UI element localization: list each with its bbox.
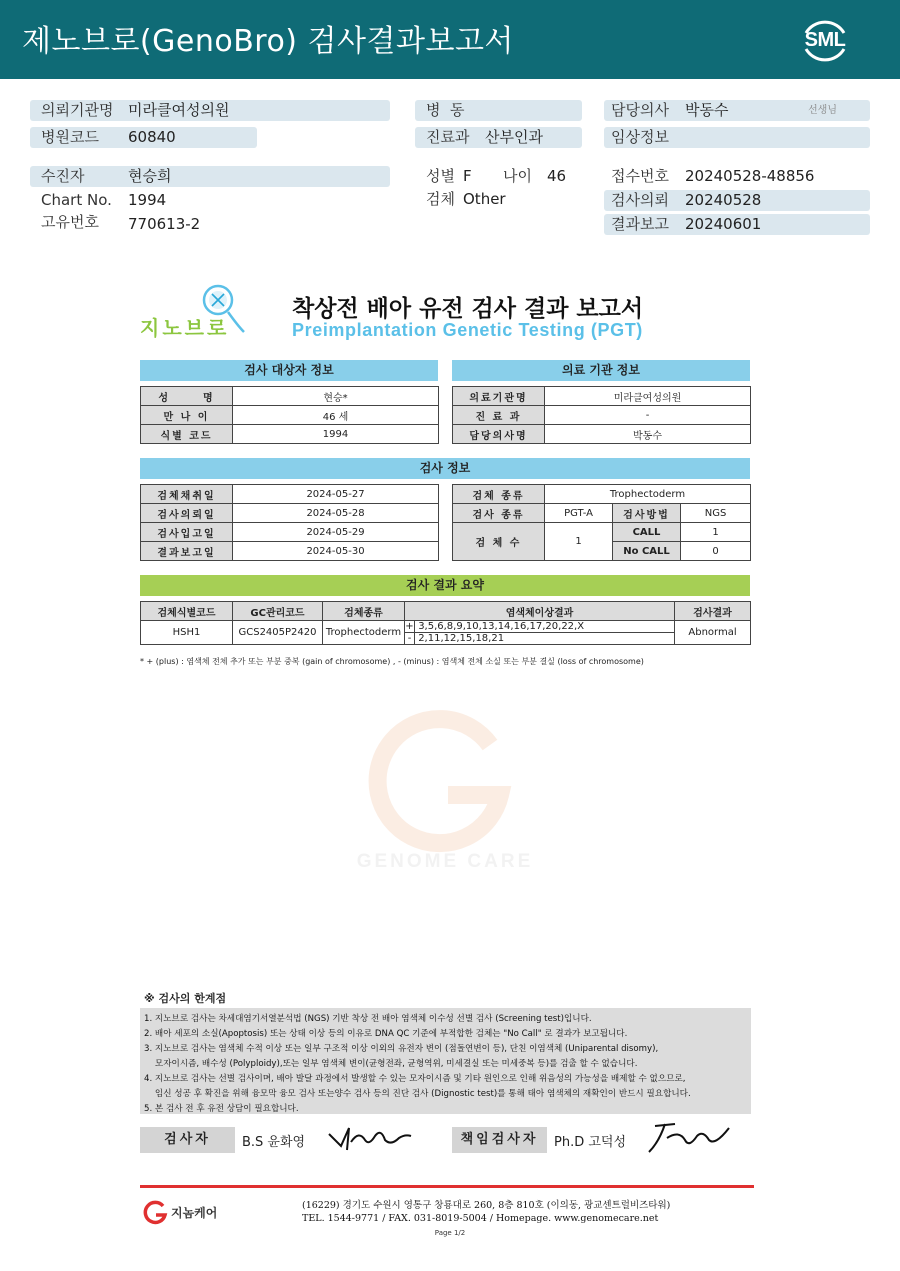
test-spec-table [452, 484, 751, 561]
table-row [141, 542, 439, 561]
doctor-label: 담당의사 [611, 101, 669, 119]
tester-name: B.S 윤화영 [242, 1135, 306, 1150]
footer-address-line: (16229) 경기도 수원시 영통구 창룡대로 260, 8층 810호 (이의동, 광교센트럴비즈타워) [302, 1200, 671, 1211]
report-date-value: 2024-05-30 [233, 542, 439, 561]
specimen-value: Other [463, 190, 506, 208]
responsible-name: Ph.D 고덕성 [554, 1135, 627, 1150]
doctor-suffix: 선생님 [808, 105, 837, 116]
footer-contact-line: TEL. 1544-9771 / FAX. 031-8019-5004 / Homepage. www.genomecare.net [302, 1213, 659, 1224]
limits-line: 임신 성공 후 확진을 위해 융모막 융모 검사 또는양수 검사 등의 진단 검사 (Dignostic test)를 통해 태아 염색체의 재확인이 반드시 필요합니다. [144, 1089, 691, 1099]
summary-header-gc: GC관리코드 [233, 602, 323, 621]
report-date-label: 결과보고일 [141, 542, 233, 561]
page-title: 제노브로(GenoBro) 검사결과보고서 [22, 24, 514, 59]
nocall-value: 0 [681, 542, 751, 561]
responsible-signature-icon [645, 1118, 735, 1158]
request-date-value: 2024-05-28 [233, 504, 439, 523]
count-label: 검 체 수 [453, 523, 545, 561]
test-section-title: 검사 정보 [140, 458, 750, 479]
genome-care-logo-icon [143, 1199, 169, 1225]
table-row [453, 425, 751, 444]
sml-logo [798, 13, 852, 67]
title-banner [0, 0, 900, 79]
method-value: NGS [681, 504, 751, 523]
summary-header-spec: 검체종류 [323, 602, 405, 621]
dept-value: 산부인과 [485, 128, 543, 146]
test-dates-table [140, 484, 439, 561]
summary-header-chromosome: 염색체이상결과 [405, 602, 675, 621]
call-value: 1 [681, 523, 751, 542]
limits-box [140, 1008, 751, 1114]
table-row [141, 425, 439, 444]
hosp-code-label: 병원코드 [41, 128, 99, 146]
footer-rule [140, 1185, 754, 1188]
limits-line: 1. 지노브로 검사는 차세대염기서열분석법 (NGS) 기반 착상 전 배아 염색체 이수성 선별 검사 (Screening test)입니다. [144, 1014, 592, 1024]
genome-care-logo [143, 1199, 243, 1227]
summary-header-sample: 검체식별코드 [141, 602, 233, 621]
chart-value: 1994 [128, 191, 167, 209]
report-subtitle: Preimplantation Genetic Testing (PGT) [292, 320, 643, 340]
table-row [141, 387, 439, 406]
limits-title: ※ 검사의 한계점 [144, 992, 227, 1005]
ward-label: 병 동 [426, 101, 465, 119]
sex-value: F [463, 167, 472, 185]
report-label: 결과보고 [611, 215, 669, 233]
responsible-label: 책임검사자 [452, 1127, 547, 1153]
report-value: 20240601 [685, 215, 762, 233]
test-type-label: 검사 종류 [453, 504, 545, 523]
genobro-logo-text: 지노브로 [140, 316, 230, 340]
tester-signature-icon [325, 1120, 415, 1156]
method-label: 검사방법 [613, 504, 681, 523]
summary-minus-row [405, 633, 675, 645]
summary-plus-row [405, 621, 675, 633]
summary-result: Abnormal [675, 621, 751, 645]
inst-dept-label: 진 료 과 [453, 406, 545, 425]
specimen-label: 검체 [426, 190, 455, 208]
genome-care-watermark-icon [350, 705, 540, 855]
req-inst-value: 미라클여성의원 [128, 101, 230, 119]
summary-table [140, 601, 751, 645]
request-label: 검사의뢰 [611, 191, 669, 209]
chart-label: Chart No. [41, 191, 112, 209]
collect-label: 검체채취일 [141, 485, 233, 504]
uid-value: 770613-2 [128, 215, 201, 233]
test-type-value: PGT-A [545, 504, 613, 523]
subject-name-value: 현승* [233, 387, 439, 406]
clinical-label: 임상정보 [611, 128, 669, 146]
inst-doctor-value: 박동수 [545, 425, 751, 444]
subject-id-value: 1994 [233, 425, 439, 444]
summary-footnote: * + (plus) : 염색체 전체 추가 또는 부분 중복 (gain of chromosome) , - (minus) : 염색체 전체 소실 또는 부분 결실 (loss of chromosome) [140, 657, 644, 666]
table-row [453, 485, 751, 504]
report-title: 착상전 배아 유전 검사 결과 보고서 [292, 296, 644, 322]
summary-sample-id: HSH1 [141, 621, 233, 645]
subject-name-label: 성 명 [141, 387, 233, 406]
subject-age-value: 46 세 [233, 406, 439, 425]
table-row [453, 523, 751, 542]
doctor-value: 박동수 [685, 101, 729, 119]
receive-label: 검사입고일 [141, 523, 233, 542]
summary-spec-type: Trophectoderm [323, 621, 405, 645]
call-label: CALL [613, 523, 681, 542]
institution-table [452, 386, 751, 444]
subject-id-label: 식별 코드 [141, 425, 233, 444]
count-value: 1 [545, 523, 613, 561]
summary-header-result: 검사결과 [675, 602, 751, 621]
req-inst-label: 의뢰기관명 [41, 101, 114, 119]
table-row [141, 602, 751, 621]
spec-type-value: Trophectoderm [545, 485, 751, 504]
summary-section-title: 검사 결과 요약 [140, 575, 750, 596]
summary-plus-value: 3,5,6,8,9,10,13,14,16,17,20,22,X [418, 621, 585, 632]
hosp-code-value: 60840 [128, 128, 176, 146]
patient-value: 현승희 [128, 167, 172, 185]
receipt-label: 접수번호 [611, 167, 669, 185]
table-row [141, 406, 439, 425]
footer-address [302, 1199, 670, 1225]
inst-doctor-label: 담당의사명 [453, 425, 545, 444]
request-date-label: 검사의뢰일 [141, 504, 233, 523]
age-value: 46 [547, 167, 567, 185]
genobro-logo [140, 282, 250, 344]
limits-line: 모자이시즘, 배수성 (Polyploidy),또는 일부 염색체 변이(균형전좌, 균형역위, 미세결실 또는 미세중복 등)를 검출 할 수 없습니다. [144, 1059, 638, 1069]
patient-label: 수진자 [41, 167, 85, 185]
spec-type-label: 검체 종류 [453, 485, 545, 504]
tester-label: 검사자 [140, 1127, 235, 1153]
collect-value: 2024-05-27 [233, 485, 439, 504]
table-row [141, 504, 439, 523]
limits-line: 3. 지노브로 검사는 염색체 수적 이상 또는 일부 구조적 이상 이외의 유전자 변이 (점돌연변이 등), 단친 이염색체 (Uniparental disomy), [144, 1044, 659, 1054]
request-value: 20240528 [685, 191, 762, 209]
limits-line: 4. 지노브로 검사는 선별 검사이며, 배아 발달 과정에서 발생할 수 있는 모자이시즘 및 기타 원인으로 인해 위음성의 가능성을 배제할 수 없으므로, [144, 1074, 686, 1084]
summary-gc-code: GCS2405P2420 [233, 621, 323, 645]
watermark-text: GENOME CARE [356, 851, 534, 872]
receive-value: 2024-05-29 [233, 523, 439, 542]
inst-name-label: 의료기관명 [453, 387, 545, 406]
sml-logo-text: SML [804, 29, 846, 51]
summary-minus-value: 2,11,12,15,18,21 [418, 633, 505, 644]
subject-age-label: 만 나 이 [141, 406, 233, 425]
receipt-value: 20240528-48856 [685, 167, 815, 185]
table-row [453, 504, 751, 523]
inst-name-value: 미라클여성의원 [545, 387, 751, 406]
table-row [141, 523, 439, 542]
institution-section-title: 의료 기관 정보 [452, 360, 750, 381]
table-row [141, 485, 439, 504]
minus-sign: - [405, 633, 415, 644]
table-row [453, 406, 751, 425]
table-row [141, 621, 751, 633]
uid-label: 고유번호 [41, 213, 99, 231]
nocall-label: No CALL [613, 542, 681, 561]
footer-logo-text: 지놈케어 [171, 1206, 218, 1220]
page-number: Page 1/2 [434, 1229, 466, 1237]
subject-section-title: 검사 대상자 정보 [140, 360, 438, 381]
inst-dept-value: - [545, 406, 751, 425]
limits-line: 5. 본 검사 전 후 유전 상담이 필요합니다. [144, 1104, 299, 1114]
subject-table [140, 386, 439, 444]
sex-label: 성별 [426, 167, 455, 185]
dept-label: 진료과 [426, 128, 470, 146]
genome-care-watermark [350, 705, 540, 875]
limits-line: 2. 배아 세포의 소실(Apoptosis) 또는 상태 이상 등의 이유로 DNA QC 기준에 부적합한 검체는 "No Call" 로 결과가 보고됩니다. [144, 1029, 628, 1039]
plus-sign: + [405, 621, 414, 632]
table-row [453, 387, 751, 406]
age-label: 나이 [503, 167, 532, 185]
